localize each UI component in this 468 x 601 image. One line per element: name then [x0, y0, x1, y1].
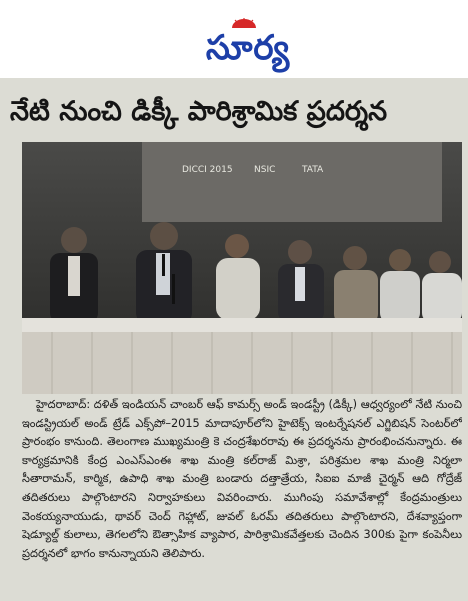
article-body [22, 396, 462, 596]
banner-label-nsic: NSIC [254, 165, 276, 175]
banner-label-dicci: DICCI 2015 [182, 165, 233, 175]
article-headline: నేటి నుంచి డిక్కీ పారిశ్రామిక ప్రదర్శన [10, 96, 388, 127]
logo-sun-emblem [230, 18, 258, 28]
newspaper-masthead [0, 0, 468, 78]
head-table-cloth [22, 332, 462, 394]
news-clipping [0, 78, 468, 601]
head-table-top [22, 318, 462, 332]
surya-logo [188, 14, 308, 70]
article-paragraph: హైదరాబాద్: దళిత్ ఇండియన్ చాంబర్ ఆఫ్ కామర్స్ అండ్ ఇండస్ట్రీ (డిక్కీ) ఆధ్వర్యంలో నేటి నుంచి ఇండస్ట్రియల్ అండ్ ట్రేడ్ ఎక్స్‌పో–2015 మాదాపూర్‌లోని హైటెక్స్ ఇంటర్నేషనల్ ఎగ్జిబిషన్ సెంటర్‌లో ప్రారంభం కానుంది. తెలంగాణ ముఖ్యమంత్రి కె చంద్రశేఖరరావు ఈ ప్రదర్శనను ప్రారంభించనున్నారు. ఈ కార్యక్రమానికి కేంద్ర ఎంఎస్‌ఎంఈ శాఖ మంత్రి కల్‌రాజ్ మిశ్రా, పరిశ్రమల శాఖ మంత్రి నిర్మలా సీతారామన్, కార్మిక, ఉపాధి శాఖ మంత్రి బండారు దత్తాత్రేయ, సిఐఐ మాజీ చైర్మన్ ఆది గోద్రేజ్ తదితరులు పాల్గొంటారని నిర్వాహకులు వివరించారు. ముగింపు సమావేశాల్లో కేంద్రమంత్రులు వెంకయ్యనాయుడు, థావర్ చెంద్ గెహ్లాట్, జువల్ ఓరమ్ తదితరులు పాల్గొంటారని, దేశవ్యాప్తంగా షెడ్యూల్డ్ కులాలు, తెగలలోని ఔత్సాహిక వ్యాపార, పారిశ్రామికవేత్తలకు చెందిన 300కు పైగా కంపెనీలు ప్రదర్శనలో భాగం కానున్నాయని తెలిపారు. [22, 398, 462, 560]
microphone [172, 274, 175, 304]
logo-wordmark: సూర్య [205, 28, 291, 68]
photo-illustration [22, 142, 462, 394]
banner-label-tata: TATA [302, 165, 324, 175]
backdrop-banner [142, 142, 442, 222]
press-conference-photo [22, 142, 462, 394]
